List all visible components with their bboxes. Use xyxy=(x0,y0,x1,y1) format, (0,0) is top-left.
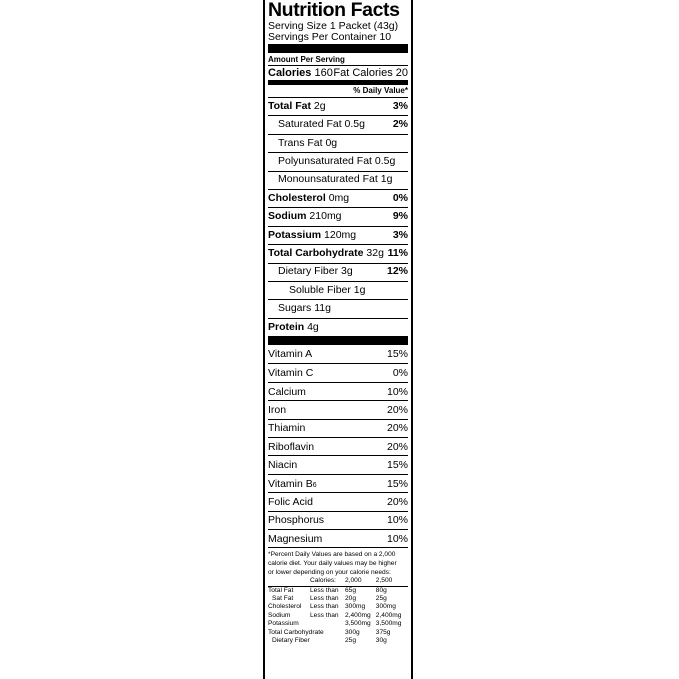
nutrient-row-cholesterol xyxy=(268,189,408,207)
nutrient-row-sugars xyxy=(268,299,408,317)
nutrient-amount: 0mg xyxy=(328,191,350,204)
vitamin-label: Magnesium xyxy=(268,532,323,545)
nutrient-amount: 0.5g xyxy=(374,155,396,168)
vitamin-label: Vitamin B xyxy=(268,477,313,490)
nutrient-amount: 2g xyxy=(313,99,326,112)
dv-cell: 300mg xyxy=(345,603,366,611)
nutrient-row-protein xyxy=(268,318,408,336)
fat-calories xyxy=(333,66,408,80)
nutrient-label: Sodium xyxy=(268,210,307,223)
nutrient-pct: 11% xyxy=(387,247,408,260)
nutrient-label: Soluble Fiber xyxy=(289,283,351,296)
vitamin-pct: 10% xyxy=(386,385,408,398)
dv-cell: Dietary Fiber xyxy=(272,637,310,644)
nutrient-row-total-fat xyxy=(268,97,408,115)
vitamin-pct: 10% xyxy=(386,532,408,545)
dv-header-cell xyxy=(268,577,310,586)
dv-cell: 25g xyxy=(345,637,357,644)
vitamin-row xyxy=(268,419,408,437)
nutrient-label: Saturated Fat xyxy=(278,118,342,131)
dv-header-cell: 2,000 xyxy=(345,577,376,586)
nutrient-label: Trans Fat xyxy=(278,136,323,149)
nutrient-row-monounsaturated-fat xyxy=(268,171,408,189)
dv-cell: Total Carbohydrate xyxy=(268,628,324,636)
dv-cell: 65g xyxy=(345,586,357,594)
table-row xyxy=(268,629,408,637)
vitamin-label: Calcium xyxy=(268,385,306,398)
vitamin-pct: 0% xyxy=(392,367,408,380)
dv-cell: Sat Fat xyxy=(272,594,294,602)
amount-per-serving: Amount Per Serving xyxy=(268,55,345,64)
nutrient-label: Cholesterol xyxy=(268,191,326,204)
nutrient-row-dietary-fiber xyxy=(268,263,408,281)
nutrient-amount: 0g xyxy=(325,136,338,149)
nutrient-pct: 3% xyxy=(392,228,408,241)
dv-cell: Potassium xyxy=(268,620,299,628)
footnote xyxy=(268,551,408,645)
nutrient-label: Potassium xyxy=(268,228,322,241)
dv-cell: Cholesterol xyxy=(268,603,302,611)
vitamin-list xyxy=(268,345,408,547)
calories-row xyxy=(268,66,408,80)
dv-cell: 3,500mg xyxy=(375,620,402,628)
nutrient-amount: 1g xyxy=(353,283,366,296)
vitamin-pct: 15% xyxy=(386,459,408,472)
nutrient-amount: 0.5g xyxy=(344,118,365,131)
vitamin-label: Vitamin C xyxy=(268,367,314,380)
vitamin-row xyxy=(268,455,408,473)
vitamin-row xyxy=(268,400,408,418)
dv-cell: Total Fat xyxy=(268,586,294,594)
nutrient-amount: 32g xyxy=(366,247,384,260)
label-title: Nutrition Facts xyxy=(268,0,400,21)
dv-cell: Less than xyxy=(310,603,339,611)
vitamin-label: Folic Acid xyxy=(268,495,313,508)
vitamin-label: Thiamin xyxy=(268,422,306,435)
dv-cell: Less than xyxy=(310,594,339,602)
nutrient-row-saturated-fat xyxy=(268,115,408,133)
dv-cell: 3,500mg xyxy=(345,620,371,628)
dv-cell: 30g xyxy=(375,637,387,644)
dv-cell: 25g xyxy=(375,594,387,602)
vitamin-row xyxy=(268,492,408,510)
footnote-line: or lower depending on your calorie needs: xyxy=(268,568,391,576)
calories-value: 160 xyxy=(314,67,333,79)
nutrient-pct: 0% xyxy=(392,191,408,204)
dv-cell: 375g xyxy=(375,628,391,636)
dv-cell xyxy=(310,620,345,628)
vitamin-pct: 20% xyxy=(386,403,408,416)
divider xyxy=(268,547,408,548)
vitamin-row xyxy=(268,529,408,547)
nutrient-amount: 3g xyxy=(341,265,353,278)
nutrient-row-soluble-fiber xyxy=(268,281,408,299)
serving-size: Serving Size 1 Packet (43g) xyxy=(268,20,399,32)
dv-cell: 20g xyxy=(345,594,357,602)
nutrient-label: Total Carbohydrate xyxy=(268,247,364,260)
vitamin-label: Vitamin A xyxy=(268,348,313,361)
dv-cell: Sodium xyxy=(268,611,291,619)
dv-cell: Less than xyxy=(310,586,339,594)
thick-divider xyxy=(268,336,408,345)
nutrient-amount: 210mg xyxy=(309,210,342,223)
dv-cell: 80g xyxy=(375,586,387,594)
nutrient-row-trans-fat xyxy=(268,134,408,152)
footnote-line: *Percent Daily Values are based on a 2,000 xyxy=(268,551,396,559)
vitamin-label: Niacin xyxy=(268,459,298,472)
daily-values-header-row xyxy=(268,577,408,586)
vitamin-pct: 20% xyxy=(386,440,408,453)
table-row xyxy=(268,586,408,595)
vitamin-subscript: 6 xyxy=(312,481,317,489)
dv-cell: 2,400mg xyxy=(345,611,371,619)
nutrition-facts-panel xyxy=(263,0,413,679)
vitamin-row xyxy=(268,437,408,455)
nutrient-row-sodium xyxy=(268,207,408,225)
nutrient-row-total-carbohydrate xyxy=(268,244,408,262)
nutrient-pct: 12% xyxy=(386,265,408,278)
nutrient-pct: 2% xyxy=(392,118,408,131)
vitamin-label: Iron xyxy=(268,403,287,416)
nutrient-amount: 1g xyxy=(380,173,393,186)
vitamin-label: Riboflavin xyxy=(268,440,315,453)
dv-header-cell: Calories: xyxy=(310,577,345,586)
table-row xyxy=(268,595,408,603)
nutrient-label: Monounsaturated Fat xyxy=(278,173,378,186)
footnote-line: calorie diet. Your daily values may be higher xyxy=(268,559,397,567)
vitamin-row xyxy=(268,363,408,381)
nutrient-label: Total Fat xyxy=(268,99,311,112)
table-row xyxy=(268,620,408,628)
calories xyxy=(268,66,333,80)
dv-cell: 2,400mg xyxy=(375,611,402,619)
dv-cell: 300g xyxy=(345,628,360,636)
vitamin-label: Phosphorus xyxy=(268,514,325,527)
nutrient-amount: 4g xyxy=(307,320,319,333)
vitamin-pct: 15% xyxy=(386,348,408,361)
vitamin-pct: 20% xyxy=(386,422,408,435)
nutrient-list xyxy=(268,97,408,336)
vitamin-row xyxy=(268,474,408,492)
nutrient-row-potassium xyxy=(268,226,408,244)
dv-cell: 300mg xyxy=(375,603,396,611)
nutrient-label: Dietary Fiber xyxy=(278,265,339,278)
nutrient-label: Polyunsaturated Fat xyxy=(278,155,372,168)
table-row xyxy=(268,603,408,611)
nutrient-label: Protein xyxy=(268,320,305,333)
fat-calories-value: 20 xyxy=(395,67,408,79)
vitamin-row xyxy=(268,511,408,529)
vitamin-row xyxy=(268,345,408,363)
nutrient-amount: 120mg xyxy=(324,228,357,241)
nutrient-pct: 9% xyxy=(392,210,408,223)
nutrient-row-polyunsaturated-fat xyxy=(268,152,408,170)
vitamin-row xyxy=(268,382,408,400)
table-row xyxy=(268,637,408,645)
dv-cell: Less than xyxy=(310,611,339,619)
nutrient-amount: 11g xyxy=(314,302,331,315)
fat-calories-label: Fat Calories xyxy=(333,67,393,79)
table-row xyxy=(268,612,408,620)
daily-values-table xyxy=(268,577,408,645)
calories-label: Calories xyxy=(268,67,312,79)
dv-header-cell: 2,500 xyxy=(376,577,408,586)
daily-value-header: % Daily Value* xyxy=(353,86,408,95)
vitamin-pct: 15% xyxy=(386,477,408,490)
nutrient-label: Sugars xyxy=(278,302,312,315)
vitamin-pct: 10% xyxy=(386,514,408,527)
servings-per-container: Servings Per Container 10 xyxy=(268,31,392,43)
nutrient-pct: 3% xyxy=(392,99,408,112)
vitamin-pct: 20% xyxy=(386,495,408,508)
thick-divider xyxy=(268,44,408,53)
